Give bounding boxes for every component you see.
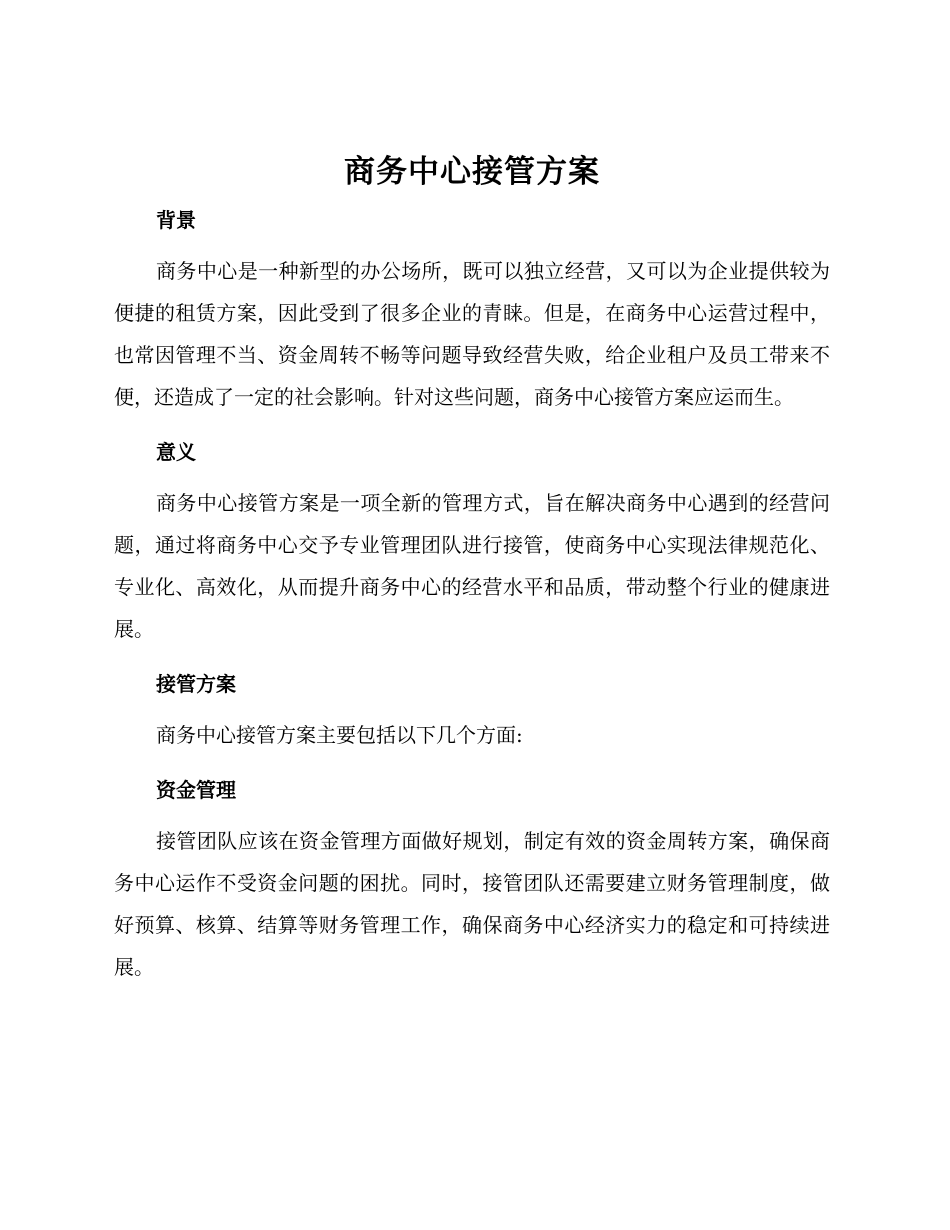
section-heading-significance: 意义	[156, 440, 196, 464]
section-paragraph-significance: 商务中心接管方案是一项全新的管理方式，旨在解决商务中心遇到的经营问题，通过将商务中心交予专业管理团队进行接管，使商务中心实现法律规范化、专业化、高效化，从而提升商务中心的经营水平和品质，带动整个行业的健康进展。	[114, 491, 830, 641]
document-body	[114, 146, 830, 988]
section-heading-background: 背景	[156, 208, 196, 232]
section-paragraph-fund-management: 接管团队应该在资金管理方面做好规划，制定有效的资金周转方案，确保商务中心运作不受资金问题的困扰。同时，接管团队还需要建立财务管理制度，做好预算、核算、结算等财务管理工作，确保商务中心经济实力的稳定和可持续进展。	[114, 829, 830, 979]
document-title: 商务中心接管方案	[344, 154, 600, 190]
section-paragraph-background: 商务中心是一种新型的办公场所，既可以独立经营，又可以为企业提供较为便捷的租赁方案，因此受到了很多企业的青睐。但是，在商务中心运营过程中，也常因管理不当、资金周转不畅等问题导致经营失败，给企业租户及员工带来不便，还造成了一定的社会影响。针对这些问题，商务中心接管方案应运而生。	[114, 259, 830, 409]
section-heading-fund-management: 资金管理	[156, 778, 236, 802]
section-paragraph-takeover-plan: 商务中心接管方案主要包括以下几个方面:	[156, 723, 523, 747]
section-heading-takeover-plan: 接管方案	[156, 672, 236, 696]
